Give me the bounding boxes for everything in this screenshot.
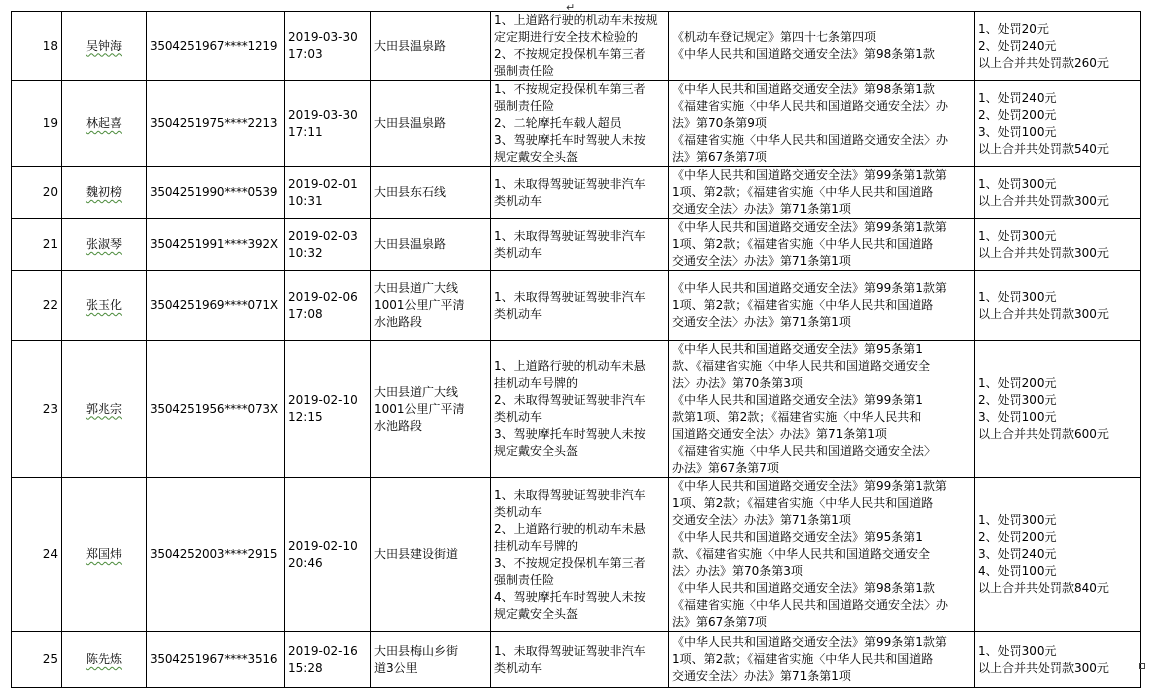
person-name: 吴钟海	[85, 38, 122, 53]
violation-description	[491, 271, 669, 341]
table-row	[12, 12, 1141, 81]
violation-line: 规定戴安全头盔	[494, 444, 579, 458]
id-number: 3504251967****3516	[147, 632, 285, 688]
penalty-line: 3、处罚240元	[978, 547, 1057, 561]
table-body	[12, 12, 1141, 688]
penalty-line: 以上合并共处罚款540元	[978, 141, 1109, 156]
law-line: 法》第70条第9项	[672, 116, 767, 130]
table-row	[12, 478, 1141, 632]
location-line: 道3公里	[374, 660, 418, 675]
violation-location	[371, 12, 491, 81]
table-row	[12, 81, 1141, 167]
law-line: 法》第67条第7项	[672, 615, 767, 629]
legal-basis	[669, 271, 975, 341]
penalty-line: 以上合并共处罚款300元	[978, 660, 1109, 675]
law-line: 款第1项、第2款；《福建省实施〈中华人民共和	[672, 410, 922, 424]
violation-date: 2019-03-30	[288, 30, 358, 44]
location-line: 大田县梅山乡街	[374, 643, 459, 658]
violation-time: 17:08	[288, 306, 323, 321]
violation-description	[491, 219, 669, 271]
law-line: 《中华人民共和国道路交通安全法》第99条第1款第	[672, 168, 947, 182]
violation-line: 3、驾驶摩托车时驾驶人未按	[494, 427, 646, 441]
person-name-cell	[62, 478, 147, 632]
penalty-amount	[975, 81, 1141, 167]
violation-datetime	[285, 478, 371, 632]
penalty-line: 4、处罚100元	[978, 564, 1057, 578]
law-line: 《中华人民共和国道路交通安全法》第99条第1款第	[672, 281, 947, 295]
id-number: 3504252003****2915	[147, 478, 285, 632]
law-line: 办法》第67条第7项	[672, 461, 779, 475]
violation-line: 1、上道路行驶的机动车未悬	[494, 359, 646, 373]
violation-line: 1、未取得驾驶证驾驶非汽车	[494, 176, 646, 191]
penalty-line: 2、处罚300元	[978, 393, 1057, 407]
violation-time: 12:15	[288, 410, 323, 424]
penalty-amount	[975, 219, 1141, 271]
violation-line: 1、未取得驾驶证驾驶非汽车	[494, 643, 646, 658]
violation-line: 3、不按规定投保机车第三者	[494, 555, 646, 570]
legal-basis	[669, 219, 975, 271]
person-name: 郑国炜	[85, 547, 122, 561]
row-number: 22	[12, 271, 62, 341]
row-number: 21	[12, 219, 62, 271]
violation-description	[491, 12, 669, 81]
location-line: 大田县温泉路	[374, 116, 447, 130]
violation-datetime	[285, 632, 371, 688]
law-line: 1项、第2款；《福建省实施〈中华人民共和国道路	[672, 237, 934, 251]
violation-location	[371, 271, 491, 341]
penalty-line: 1、处罚200元	[978, 376, 1057, 390]
id-number: 3504251975****2213	[147, 81, 285, 167]
location-line: 大田县道广大线	[374, 384, 459, 399]
legal-basis	[669, 478, 975, 632]
penalty-amount	[975, 341, 1141, 478]
law-line: 《福建省实施〈中华人民共和国道路交通安全法〉	[672, 444, 937, 458]
violation-datetime	[285, 167, 371, 219]
person-name-cell	[62, 271, 147, 341]
violation-time: 10:32	[288, 245, 323, 260]
violation-line: 类机动车	[494, 193, 543, 208]
violation-time: 20:46	[288, 555, 323, 570]
row-number: 24	[12, 478, 62, 632]
penalty-line: 1、处罚240元	[978, 90, 1057, 105]
penalty-line: 1、处罚300元	[978, 513, 1057, 527]
penalty-line: 以上合并共处罚款600元	[978, 427, 1109, 441]
violation-datetime	[285, 81, 371, 167]
penalty-line: 以上合并共处罚款300元	[978, 193, 1109, 208]
row-number: 25	[12, 632, 62, 688]
violation-line: 1、未取得驾驶证驾驶非汽车	[494, 289, 646, 304]
person-name-cell	[62, 632, 147, 688]
law-line: 法〉办法》第70条第3项	[672, 376, 803, 390]
table-row	[12, 632, 1141, 688]
id-number: 3504251967****1219	[147, 12, 285, 81]
penalty-line: 以上合并共处罚款260元	[978, 55, 1109, 70]
penalty-amount	[975, 271, 1141, 341]
row-number: 19	[12, 81, 62, 167]
penalty-line: 2、处罚200元	[978, 107, 1057, 122]
penalty-line: 以上合并共处罚款840元	[978, 581, 1109, 595]
law-line: 《中华人民共和国道路交通安全法》第99条第1	[672, 393, 923, 407]
person-name: 魏初榜	[85, 185, 122, 199]
paragraph-mark: ↵	[566, 1, 576, 14]
person-name: 张淑琴	[85, 237, 122, 251]
law-line: 交通安全法〉办法》第71条第1项	[672, 315, 851, 329]
person-name-cell	[62, 341, 147, 478]
penalty-line: 2、处罚240元	[978, 38, 1057, 53]
penalty-line: 3、处罚100元	[978, 410, 1057, 424]
violation-date: 2019-02-16	[288, 643, 358, 658]
law-line: 交通安全法〉办法》第71条第1项	[672, 202, 851, 216]
violation-line: 强制责任险	[494, 99, 555, 113]
law-line: 《中华人民共和国道路交通安全法》第99条第1款第	[672, 479, 947, 493]
law-line: 法》第67条第7项	[672, 150, 767, 164]
law-line: 《福建省实施〈中华人民共和国道路交通安全法〉办	[672, 598, 949, 612]
violation-line: 强制责任险	[494, 572, 555, 587]
law-line: 《中华人民共和国道路交通安全法》第95条第1	[672, 342, 923, 356]
law-line: 《中华人民共和国道路交通安全法》第95条第1	[672, 530, 923, 544]
violation-location	[371, 632, 491, 688]
violation-line: 类机动车	[494, 504, 543, 519]
penalty-line: 2、处罚200元	[978, 530, 1057, 544]
violation-line: 挂机动车号牌的	[494, 376, 579, 390]
violation-location	[371, 167, 491, 219]
violation-line: 1、上道路行驶的机动车未按规	[494, 13, 658, 27]
law-line: 《福建省实施〈中华人民共和国道路交通安全法〉办	[672, 133, 949, 147]
violation-datetime	[285, 12, 371, 81]
legal-basis	[669, 81, 975, 167]
penalty-line: 1、处罚300元	[978, 289, 1057, 304]
law-line: 款、《福建省实施〈中华人民共和国道路交通安全	[672, 547, 931, 561]
row-number: 18	[12, 12, 62, 81]
violation-line: 类机动车	[494, 306, 543, 321]
violation-line: 2、二轮摩托车载人超员	[494, 116, 622, 130]
law-line: 1项、第2款；《福建省实施〈中华人民共和国道路	[672, 496, 934, 510]
violation-line: 1、未取得驾驶证驾驶非汽车	[494, 228, 646, 243]
location-line: 水池路段	[374, 315, 423, 329]
law-line: 国道路交通安全法〉办法》第71条第1项	[672, 427, 887, 441]
law-line: 1项、第2款；《福建省实施〈中华人民共和国道路	[672, 298, 934, 312]
table-row	[12, 271, 1141, 341]
violation-location	[371, 219, 491, 271]
penalty-line: 1、处罚300元	[978, 176, 1057, 191]
table-end-marker	[1139, 663, 1145, 669]
id-number: 3504251991****392X	[147, 219, 285, 271]
location-line: 大田县温泉路	[374, 38, 447, 53]
violation-line: 规定戴安全头盔	[494, 150, 579, 164]
violation-datetime	[285, 341, 371, 478]
law-line: 1项、第2款；《福建省实施〈中华人民共和国道路	[672, 185, 934, 199]
person-name-cell	[62, 167, 147, 219]
law-line: 1项、第2款；《福建省实施〈中华人民共和国道路	[672, 652, 934, 666]
legal-basis	[669, 12, 975, 81]
location-line: 1001公里广平清	[374, 401, 465, 416]
violation-line: 3、驾驶摩托车时驾驶人未按	[494, 133, 646, 147]
penalty-amount	[975, 478, 1141, 632]
violation-time: 17:03	[288, 47, 323, 61]
penalty-line: 以上合并共处罚款300元	[978, 245, 1109, 260]
law-line: 法〉办法》第70条第3项	[672, 564, 803, 578]
location-line: 大田县温泉路	[374, 237, 447, 251]
violation-line: 定定期进行安全技术检验的	[494, 30, 639, 44]
person-name: 陈先炼	[85, 652, 122, 666]
person-name-cell	[62, 12, 147, 81]
violation-datetime	[285, 271, 371, 341]
violation-location	[371, 81, 491, 167]
location-line: 水池路段	[374, 418, 423, 433]
penalty-line: 1、处罚20元	[978, 21, 1049, 36]
violation-line: 类机动车	[494, 660, 543, 675]
location-line: 大田县道广大线	[374, 281, 459, 295]
violation-location	[371, 341, 491, 478]
law-line: 《中华人民共和国道路交通安全法》第99条第1款第	[672, 635, 947, 649]
violation-date: 2019-03-30	[288, 107, 358, 122]
person-name: 张玉化	[85, 298, 122, 312]
law-line: 《中华人民共和国道路交通安全法》第99条第1款第	[672, 220, 947, 234]
violation-description	[491, 632, 669, 688]
violation-date: 2019-02-03	[288, 228, 358, 243]
law-line: 《中华人民共和国道路交通安全法》第98条第1款	[672, 581, 935, 595]
violation-line: 2、不按规定投保机车第三者	[494, 47, 646, 61]
violation-line: 类机动车	[494, 245, 543, 260]
row-number: 23	[12, 341, 62, 478]
law-line: 款、《福建省实施〈中华人民共和国道路交通安全	[672, 359, 931, 373]
violation-line: 强制责任险	[494, 64, 555, 78]
violation-line: 2、未取得驾驶证驾驶非汽车	[494, 393, 646, 407]
violation-line: 类机动车	[494, 410, 543, 424]
law-line: 交通安全法〉办法》第71条第1项	[672, 513, 851, 527]
person-name-cell	[62, 219, 147, 271]
law-line: 交通安全法〉办法》第71条第1项	[672, 254, 851, 268]
law-line: 《中华人民共和国道路交通安全法》第98条第1款	[672, 47, 935, 61]
penalty-records-table	[11, 11, 1141, 688]
violation-description	[491, 81, 669, 167]
location-line: 1001公里广平清	[374, 298, 465, 312]
violation-time: 17:11	[288, 124, 323, 139]
person-name: 郭兆宗	[85, 401, 122, 416]
violation-line: 规定戴安全头盔	[494, 606, 579, 621]
penalty-line: 1、处罚300元	[978, 228, 1057, 243]
penalty-amount	[975, 632, 1141, 688]
law-line: 《福建省实施〈中华人民共和国道路交通安全法〉办	[672, 99, 949, 113]
legal-basis	[669, 167, 975, 219]
violation-line: 4、驾驶摩托车时驾驶人未按	[494, 589, 646, 604]
row-number: 20	[12, 167, 62, 219]
table-row	[12, 341, 1141, 478]
penalty-line: 3、处罚100元	[978, 124, 1057, 139]
person-name-cell	[62, 81, 147, 167]
violation-description	[491, 167, 669, 219]
violation-datetime	[285, 219, 371, 271]
table-row	[12, 219, 1141, 271]
penalty-line: 以上合并共处罚款300元	[978, 306, 1109, 321]
penalty-amount	[975, 12, 1141, 81]
violation-date: 2019-02-10	[288, 393, 358, 407]
legal-basis	[669, 341, 975, 478]
violation-line: 挂机动车号牌的	[494, 538, 579, 553]
penalty-amount	[975, 167, 1141, 219]
violation-time: 10:31	[288, 193, 323, 208]
table-row	[12, 167, 1141, 219]
violation-description	[491, 341, 669, 478]
violation-time: 15:28	[288, 660, 323, 675]
law-line: 《机动车登记规定》第四十七条第四项	[672, 30, 877, 44]
violation-date: 2019-02-10	[288, 538, 358, 553]
legal-basis	[669, 632, 975, 688]
id-number: 3504251969****071X	[147, 271, 285, 341]
location-line: 大田县建设街道	[374, 547, 459, 561]
violation-date: 2019-02-06	[288, 289, 358, 304]
violation-line: 1、不按规定投保机车第三者	[494, 82, 646, 96]
violation-location	[371, 478, 491, 632]
id-number: 3504251956****073X	[147, 341, 285, 478]
law-line: 交通安全法〉办法》第71条第1项	[672, 669, 851, 683]
penalty-line: 1、处罚300元	[978, 643, 1057, 658]
person-name: 林起喜	[85, 116, 122, 130]
location-line: 大田县东石线	[374, 185, 447, 199]
violation-description	[491, 478, 669, 632]
id-number: 3504251990****0539	[147, 167, 285, 219]
violation-date: 2019-02-01	[288, 176, 358, 191]
violation-line: 2、上道路行驶的机动车未悬	[494, 521, 646, 536]
law-line: 《中华人民共和国道路交通安全法》第98条第1款	[672, 82, 935, 96]
violation-line: 1、未取得驾驶证驾驶非汽车	[494, 487, 646, 502]
